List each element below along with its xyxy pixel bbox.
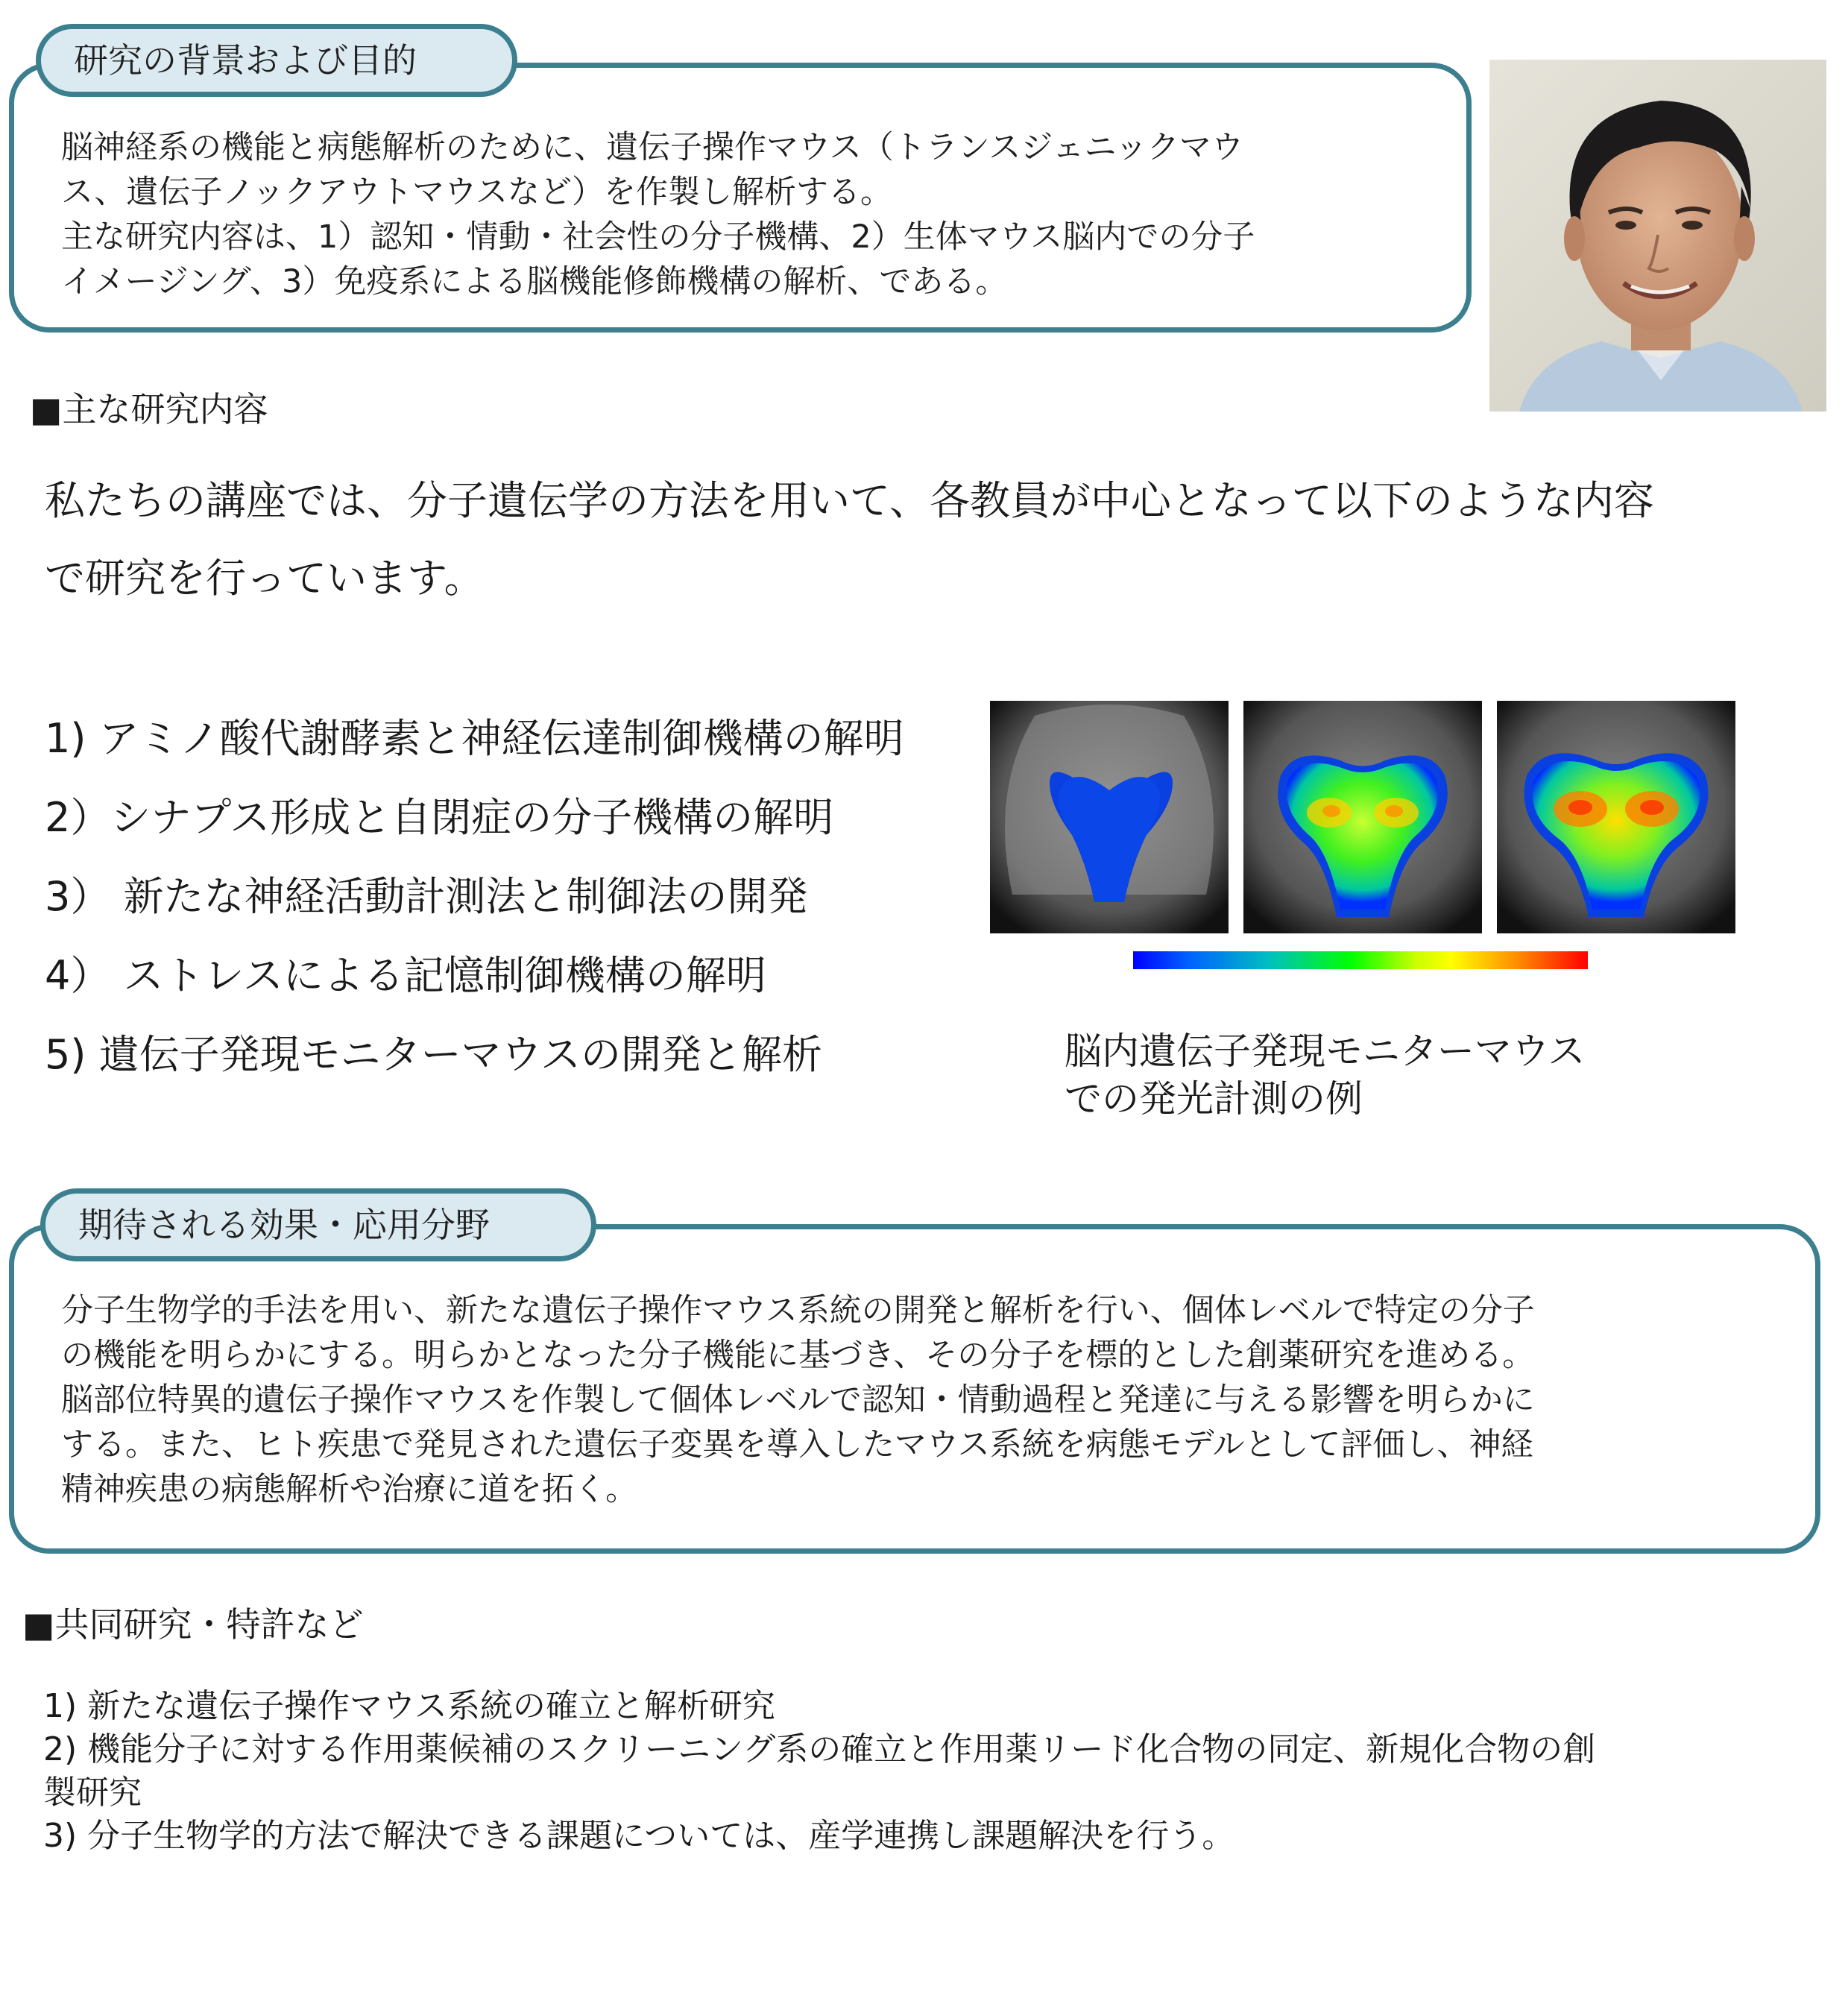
collaboration-list <box>43 1685 1595 1858</box>
caption-line: での発光計測の例 <box>1065 1077 1363 1121</box>
background-line: ス、遺伝子ノックアウトマウスなど）を作製し解析する。 <box>61 174 892 211</box>
effects-text <box>61 1288 1535 1512</box>
background-line: イメージング、3）免疫系による脳機能修飾機構の解析、である。 <box>61 263 1008 300</box>
research-item: 4） ストレスによる記憶制御機構の解明 <box>45 952 766 999</box>
collaboration-line: 1) 新たな遺伝子操作マウス系統の確立と解析研究 <box>43 1687 775 1725</box>
brain-image-2 <box>1243 701 1482 933</box>
intro-line: 私たちの講座では、分子遺伝学の方法を用いて、各教員が中心となって以下のような内容 <box>45 477 1654 524</box>
research-item: 1) アミノ酸代謝酵素と神経伝達制御機構の解明 <box>45 715 904 762</box>
caption-line: 脳内遺伝子発現モニターマウス <box>1065 1030 1586 1073</box>
research-item: 3） 新たな神経活動計測法と制御法の開発 <box>45 873 808 920</box>
effects-line: 分子生物学的手法を用い、新たな遺伝子操作マウス系統の開発と解析を行い、個体レベルで特定の分子 <box>61 1292 1535 1329</box>
intensity-colorbar <box>1133 951 1588 969</box>
collaboration-heading: ■共同研究・特許など <box>22 1604 364 1645</box>
background-line: 主な研究内容は、1）認知・情動・社会性の分子機構、2）生体マウス脳内での分子 <box>61 218 1255 256</box>
background-line: 脳神経系の機能と病態解析のために、遺伝子操作マウス（トランスジェニックマウ <box>61 129 1243 166</box>
research-list <box>45 699 904 1094</box>
effects-line: 脳部位特異的遺伝子操作マウスを作製して個体レベルで認知・情動過程と発達に与える影響を明らかに <box>61 1381 1535 1419</box>
background-text <box>61 125 1255 304</box>
intro-line: で研究を行っています。 <box>45 555 485 602</box>
research-item: 5) 遺伝子発現モニターマウスの開発と解析 <box>45 1031 822 1078</box>
researcher-photo <box>1489 60 1826 412</box>
background-title: 研究の背景および目的 <box>36 24 517 97</box>
brain-image-3 <box>1497 701 1735 933</box>
effects-line: する。また、ヒト疾患で発見された遺伝子変異を導入したマウス系統を病態モデルとして評価し、神経 <box>61 1426 1533 1463</box>
collaboration-line: 製研究 <box>43 1774 142 1812</box>
collaboration-line: 2) 機能分子に対する作用薬候補のスクリーニング系の確立と作用薬リード化合物の同定、新規化合物の創 <box>43 1730 1596 1768</box>
brain-image-1 <box>990 701 1229 933</box>
main-research-heading: ■主な研究内容 <box>30 389 268 429</box>
effects-line: の機能を明らかにする。明らかとなった分子機能に基づき、その分子を標的とした創薬研究を進める。 <box>61 1337 1535 1374</box>
research-item: 2）シナプス形成と自閉症の分子機構の解明 <box>45 794 834 841</box>
main-research-intro <box>45 462 1654 617</box>
collaboration-line: 3) 分子生物学的方法で解決できる課題については、産学連携し課題解決を行う。 <box>43 1817 1235 1855</box>
figure-caption <box>1065 1027 1586 1123</box>
effects-line: 精神疾患の病態解析や治療に道を拓く。 <box>61 1471 638 1508</box>
effects-title: 期待される効果・応用分野 <box>40 1188 596 1261</box>
